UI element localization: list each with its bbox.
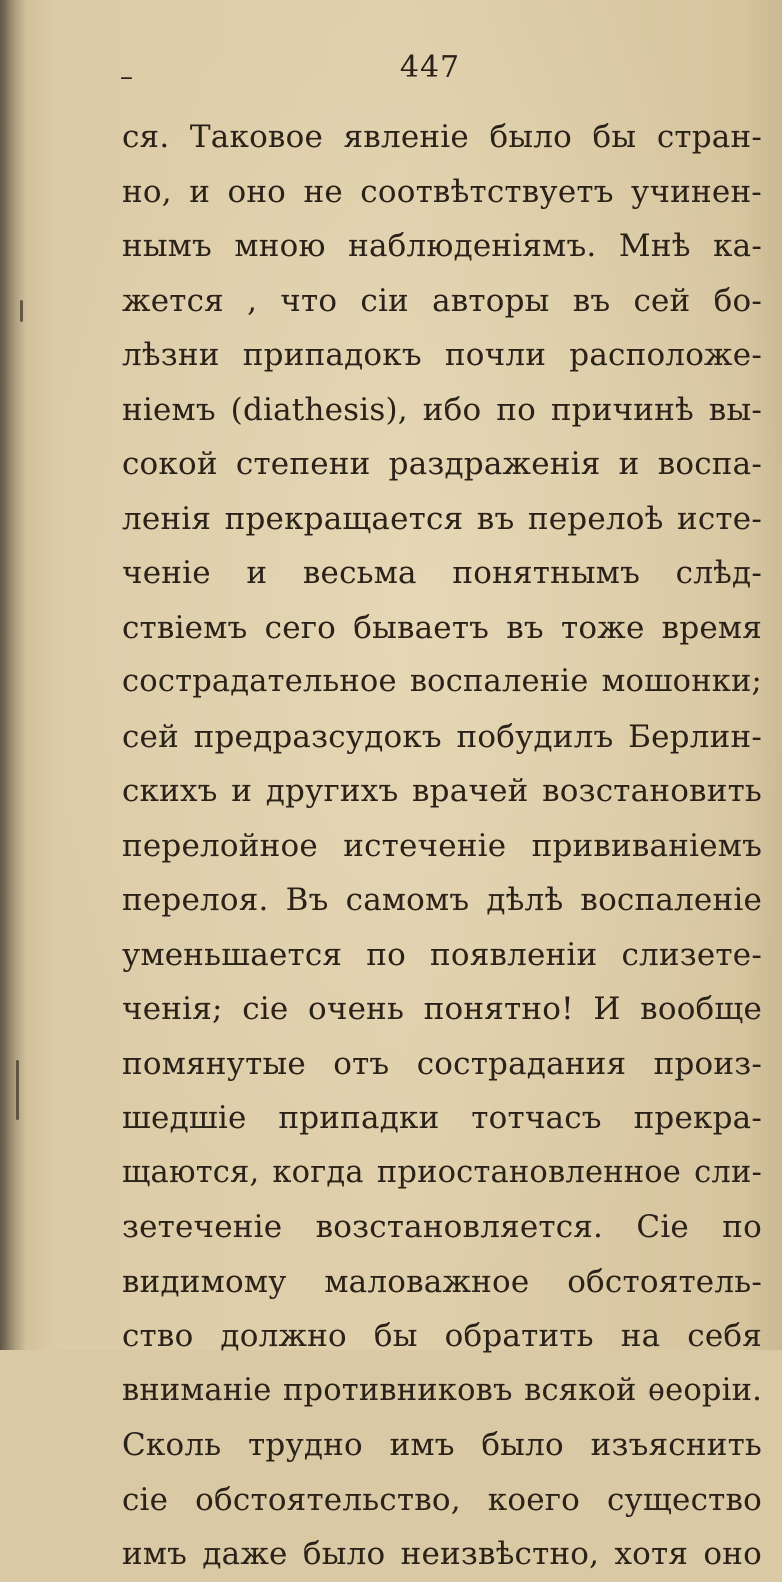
header-dash: – xyxy=(120,62,133,92)
page-spine-shadow xyxy=(0,0,26,1350)
text-line: видимому маловажное обстоятель- xyxy=(122,1263,762,1300)
spine-speck xyxy=(20,300,23,322)
text-line: ніемъ (diathesis), ибо по причинѣ вы- xyxy=(122,391,762,428)
text-line: ся. Таковое явленіе было бы стран- xyxy=(122,119,762,155)
text-line: жется , что сіи авторы въ сей бо- xyxy=(122,282,762,319)
text-line: сокой степени раздраженія и воспа- xyxy=(122,446,762,482)
text-line: щаются, когда приостановленное сли- xyxy=(122,1154,762,1190)
text-line: ство должно бы обратить на себя xyxy=(122,1318,762,1354)
text-line: шедшіе припадки тотчасъ прекра- xyxy=(122,1100,762,1136)
text-line: ченіе и весьма понятнымъ слѣд- xyxy=(122,555,762,591)
text-line: имъ даже было неизвѣстно, хотя оно xyxy=(122,1536,762,1572)
text-line: ствіемъ сего бываетъ въ тоже время xyxy=(122,609,762,646)
text-line: ленія прекращается въ перелоѣ исте- xyxy=(122,500,762,537)
body-text xyxy=(122,110,762,1582)
text-line: сіе обстоятельство, коего существо xyxy=(122,1481,762,1518)
text-line: ченія; сіе очень понятно! И вообще xyxy=(122,991,762,1027)
page-header xyxy=(110,48,750,92)
text-line: лѣзни припадокъ почли расположе- xyxy=(122,337,762,373)
text-line: сострадательное воспаленіе мошонки; xyxy=(122,664,762,699)
text-line: перелойное истеченіе прививаніемъ xyxy=(122,827,762,864)
text-line: нымъ мною наблюденіямъ. Мнѣ ка- xyxy=(122,228,762,264)
text-line: вниманіе противниковъ всякой ѳеоріи. xyxy=(122,1372,762,1408)
text-line: уменьшается по появленіи слизете- xyxy=(122,936,762,973)
spine-speck xyxy=(16,1060,19,1120)
text-line: но, и оно не соотвѣтствуетъ учинен- xyxy=(122,173,762,210)
text-line: Сколь трудно имъ было изъяснить xyxy=(122,1427,762,1463)
text-line: зетеченіе возстановляется. Сіе по xyxy=(122,1209,762,1245)
text-line: перелоя. Въ самомъ дѣлѣ воспаленіе xyxy=(122,882,762,918)
text-line: скихъ и другихъ врачей возстановить xyxy=(122,773,762,809)
page-number: 447 xyxy=(399,50,461,85)
text-line: помянутые отъ сострадания произ- xyxy=(122,1045,762,1082)
text-line: сей предразсудокъ побудилъ Берлин- xyxy=(122,718,762,755)
